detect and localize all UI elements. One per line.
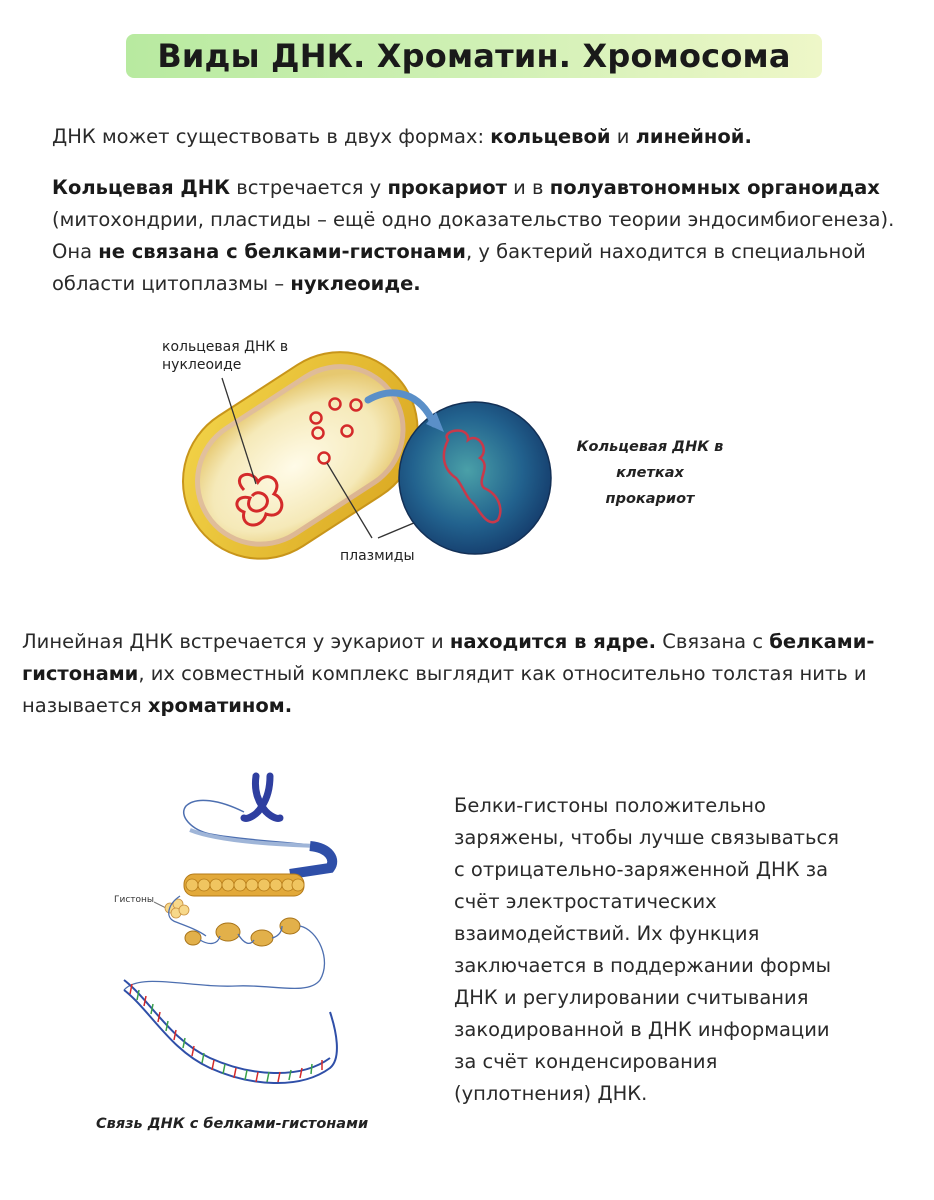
text: ДНК может существовать в двух формах:	[52, 125, 491, 148]
circular-dna-label: кольцевая ДНК в нуклеоиде	[162, 339, 289, 373]
bold-text: полуавтономных органоидах	[549, 176, 880, 199]
text: Связана с	[656, 630, 770, 653]
histones-paragraph: Белки-гистоны положительно заряжены, чтобы лучше связываться с отрицательно-заряженной ДНК за счёт электростатических взаимодействий. Их функция заключается в поддержании формы ДНК и регулировании считывания закодированной в ДНК информации за счёт конденсирования (уплотнения) ДНК.	[454, 794, 839, 1105]
bold-text: не связана с белками-гистонами	[98, 240, 466, 263]
bold-text: находится в ядре.	[449, 630, 657, 653]
plasmids-label: плазмиды	[340, 548, 415, 564]
chromosome-icon	[244, 776, 280, 818]
text: и в	[506, 176, 550, 199]
prokaryote-figure-caption: Кольцевая ДНК в клетках прокариот	[576, 439, 724, 507]
page-title: Виды ДНК. Хроматин. Хромосома	[157, 37, 791, 75]
histones-label: Гистоны	[114, 895, 155, 905]
bold-text: линейной.	[635, 125, 752, 148]
text: встречается у	[230, 176, 388, 199]
text: , у бактерий находится в специальной области цитоплазмы –	[52, 240, 866, 295]
bold-text: хроматином.	[147, 694, 293, 717]
chromatin-figure-caption: Связь ДНК с белками-гистонами	[96, 1116, 369, 1132]
text: и	[610, 125, 636, 148]
bold-text: Кольцевая ДНК	[52, 176, 231, 199]
bold-text: нуклеоиде.	[290, 272, 421, 295]
text: , их совместный комплекс выглядит как относительно толстая нить и называется	[22, 662, 867, 717]
text: (митохондрии, пластиды – ещё одно доказательство теории эндосимбиогенеза). Она	[52, 208, 895, 263]
bold-text: прокариот	[387, 176, 507, 199]
bold-text: кольцевой	[490, 125, 611, 148]
text: Линейная ДНК встречается у эукариот и	[22, 630, 450, 653]
bold-text: белками-гистонами	[22, 630, 875, 685]
